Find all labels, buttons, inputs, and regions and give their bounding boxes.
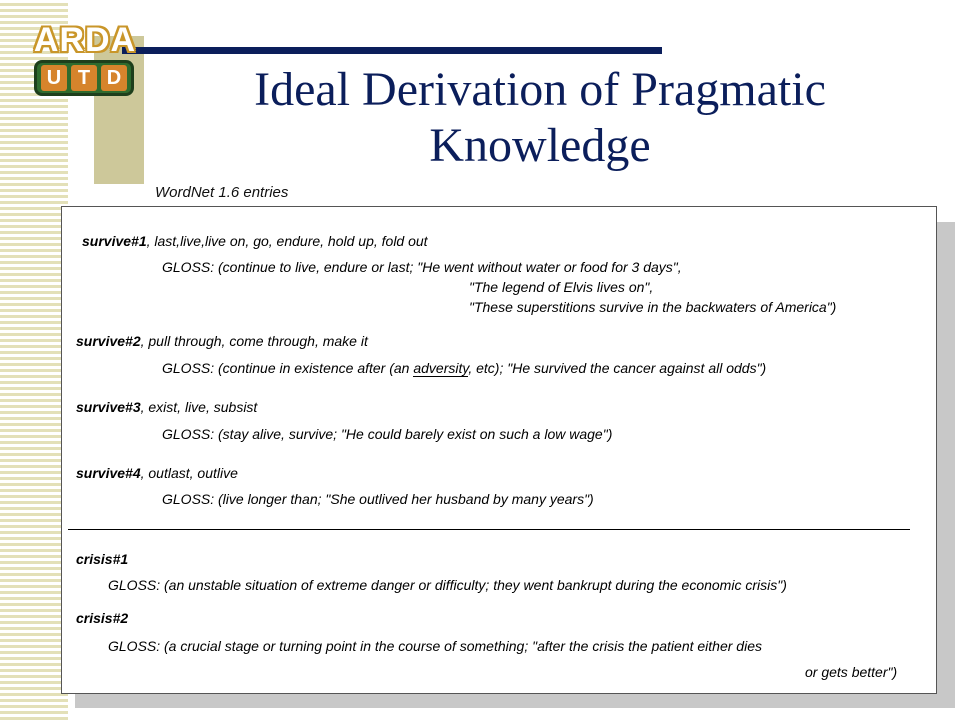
entry-word: crisis#1 <box>76 551 129 567</box>
entry-word: survive#2 <box>76 333 141 349</box>
stripe-decoration <box>0 0 68 720</box>
entry-synonyms: , last,live,live on, go, endure, hold up, fold out <box>146 233 428 249</box>
gloss-survive-1-line2: "The legend of Elvis lives on", <box>469 279 654 295</box>
entry-word: survive#3 <box>76 399 141 415</box>
slide-title <box>150 62 930 174</box>
entry-survive-4 <box>76 465 238 481</box>
gloss-survive-1-line3: "These superstitions survive in the backwaters of America") <box>469 299 837 315</box>
entry-survive-2 <box>76 333 368 349</box>
entry-crisis-1 <box>76 551 128 567</box>
arda-utd-logo <box>30 20 140 102</box>
gloss-crisis-1: GLOSS: (an unstable situation of extreme danger or difficulty; they went bankrupt during the economic crisis") <box>108 577 787 593</box>
entry-word: survive#1 <box>82 233 147 249</box>
title-line-1: Ideal Derivation of Pragmatic <box>254 63 826 116</box>
entry-word: crisis#2 <box>76 610 129 626</box>
gloss-survive-4: GLOSS: (live longer than; "She outlived her husband by many years") <box>162 491 594 507</box>
entry-synonyms: , pull through, come through, make it <box>140 333 368 349</box>
entry-synonyms: , outlast, outlive <box>140 465 238 481</box>
entry-crisis-2 <box>76 610 128 626</box>
title-line-2: Knowledge <box>429 119 651 172</box>
entry-word: survive#4 <box>76 465 141 481</box>
entry-survive-1 <box>82 233 428 249</box>
gloss-crisis-2-line1: GLOSS: (a crucial stage or turning point in the course of something; "after the crisis the patient either dies <box>108 638 762 654</box>
wordnet-caption: WordNet 1.6 entries <box>155 184 289 201</box>
entry-synonyms: , exist, live, subsist <box>140 399 258 415</box>
title-bar-rule <box>122 47 662 54</box>
gloss-crisis-2-line2: or gets better") <box>805 664 898 680</box>
gloss-survive-1-line1: GLOSS: (continue to live, endure or last; "He went without water or food for 3 days", <box>162 259 682 275</box>
section-divider <box>68 529 910 530</box>
wordnet-entries-panel <box>61 206 937 694</box>
gloss-text: , etc); "He survived the cancer against all odds") <box>468 360 767 376</box>
logo-utd-badge <box>34 60 134 96</box>
gloss-underlined-word: adversity <box>413 360 469 376</box>
gloss-survive-3: GLOSS: (stay alive, survive; "He could barely exist on such a low wage") <box>162 426 613 442</box>
logo-letter-t: T <box>71 65 97 91</box>
gloss-survive-2 <box>162 360 766 376</box>
logo-arda-text: ARDA <box>33 21 137 59</box>
logo-letter-u: U <box>41 65 67 91</box>
entry-survive-3 <box>76 399 257 415</box>
gloss-text: GLOSS: (continue in existence after (an <box>162 360 414 376</box>
logo-letter-d: D <box>101 65 127 91</box>
